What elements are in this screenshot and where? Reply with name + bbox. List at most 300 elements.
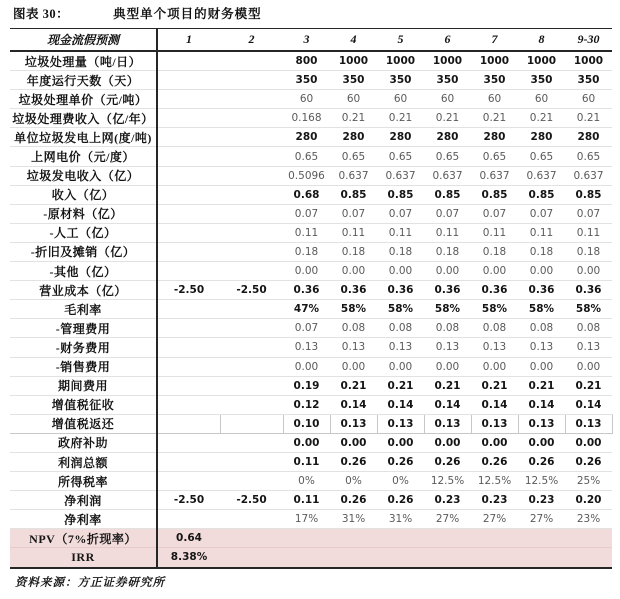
table-cell: 0.11 bbox=[283, 223, 330, 242]
table-cell bbox=[565, 529, 612, 548]
table-cell bbox=[157, 185, 220, 204]
table-row bbox=[10, 319, 612, 338]
table-cell bbox=[565, 548, 612, 568]
table-cell: 0.65 bbox=[330, 147, 377, 166]
table-cell: 0.11 bbox=[471, 223, 518, 242]
table-cell: 0.13 bbox=[283, 338, 330, 357]
table-cell: 0.637 bbox=[377, 166, 424, 185]
table-cell bbox=[377, 548, 424, 568]
table-cell: 0.13 bbox=[330, 414, 377, 433]
table-cell: 0.18 bbox=[565, 242, 612, 261]
column-header: 2 bbox=[220, 29, 283, 52]
table-cell bbox=[157, 300, 220, 319]
table-cell: 0.168 bbox=[283, 109, 330, 128]
table-cell: 0.21 bbox=[424, 109, 471, 128]
table-cell: 0% bbox=[377, 472, 424, 491]
table-cell bbox=[220, 262, 283, 281]
table-cell: 0.65 bbox=[471, 147, 518, 166]
table-cell bbox=[220, 51, 283, 71]
table-cell: 0.13 bbox=[424, 338, 471, 357]
row-label: 增值税返还 bbox=[10, 414, 157, 433]
table-cell: 12.5% bbox=[471, 472, 518, 491]
table-cell bbox=[157, 242, 220, 261]
table-cell bbox=[220, 433, 283, 452]
row-label: 毛利率 bbox=[10, 300, 157, 319]
table-cell: 60 bbox=[518, 90, 565, 109]
table-cell: 25% bbox=[565, 472, 612, 491]
table-row bbox=[10, 109, 612, 128]
table-cell: 60 bbox=[377, 90, 424, 109]
table-cell: 0.26 bbox=[377, 491, 424, 510]
table-cell: 0.85 bbox=[330, 185, 377, 204]
table-cell bbox=[220, 147, 283, 166]
table-cell bbox=[157, 147, 220, 166]
table-cell bbox=[330, 529, 377, 548]
row-label: 所得税率 bbox=[10, 472, 157, 491]
row-label: 上网电价（元/度） bbox=[10, 147, 157, 166]
row-label: 净利润 bbox=[10, 491, 157, 510]
table-cell: 0.07 bbox=[518, 204, 565, 223]
table-cell: 0.11 bbox=[518, 223, 565, 242]
table-cell: 0.85 bbox=[518, 185, 565, 204]
table-row bbox=[10, 510, 612, 529]
figure-number: 图表 30： bbox=[13, 7, 70, 21]
row-label: 垃圾处理量（吨/日） bbox=[10, 51, 157, 71]
table-cell: 0.18 bbox=[471, 242, 518, 261]
table-cell: 350 bbox=[424, 71, 471, 90]
table-cell: 0.11 bbox=[283, 452, 330, 471]
table-row bbox=[10, 147, 612, 166]
table-row bbox=[10, 51, 612, 71]
table-cell: 0.637 bbox=[330, 166, 377, 185]
row-label: 期间费用 bbox=[10, 376, 157, 395]
table-cell: 800 bbox=[283, 51, 330, 71]
table-cell bbox=[220, 510, 283, 529]
column-header: 7 bbox=[471, 29, 518, 52]
table-cell: 0.13 bbox=[565, 414, 612, 433]
table-cell: 0.14 bbox=[471, 395, 518, 414]
table-cell: 0.65 bbox=[377, 147, 424, 166]
table-cell: 1000 bbox=[565, 51, 612, 71]
table-cell bbox=[283, 529, 330, 548]
row-label: 垃圾处理费收入（亿/年） bbox=[10, 109, 157, 128]
table-cell: 0.14 bbox=[377, 395, 424, 414]
table-cell: 0.5096 bbox=[283, 166, 330, 185]
table-cell: 58% bbox=[377, 300, 424, 319]
table-cell: 31% bbox=[377, 510, 424, 529]
column-header: 1 bbox=[157, 29, 220, 52]
table-cell: 0.00 bbox=[330, 433, 377, 452]
table-cell: 0.00 bbox=[283, 357, 330, 376]
table-cell: 0.11 bbox=[424, 223, 471, 242]
table-cell: 0.08 bbox=[471, 319, 518, 338]
table-cell: 0.00 bbox=[518, 357, 565, 376]
table-cell: 0.00 bbox=[471, 433, 518, 452]
table-row bbox=[10, 223, 612, 242]
table-cell bbox=[220, 166, 283, 185]
table-cell: 0.36 bbox=[377, 281, 424, 300]
table-row bbox=[10, 128, 612, 147]
column-header: 8 bbox=[518, 29, 565, 52]
table-cell bbox=[330, 548, 377, 568]
table-cell: 0.00 bbox=[518, 262, 565, 281]
table-cell: 0.00 bbox=[424, 262, 471, 281]
table-cell: 0.85 bbox=[565, 185, 612, 204]
table-cell: 0.00 bbox=[283, 433, 330, 452]
table-cell: 12.5% bbox=[424, 472, 471, 491]
table-cell: 0.21 bbox=[377, 376, 424, 395]
table-cell bbox=[220, 338, 283, 357]
table-row bbox=[10, 548, 612, 568]
row-label: -折旧及摊销（亿） bbox=[10, 242, 157, 261]
table-cell bbox=[220, 529, 283, 548]
table-cell: 0.00 bbox=[471, 262, 518, 281]
table-row bbox=[10, 357, 612, 376]
table-cell: 0.36 bbox=[518, 281, 565, 300]
row-label: -原材料（亿） bbox=[10, 204, 157, 223]
table-cell bbox=[220, 128, 283, 147]
table-cell bbox=[518, 548, 565, 568]
table-cell: 0.21 bbox=[565, 376, 612, 395]
table-cell: 0.637 bbox=[565, 166, 612, 185]
table-cell: 1000 bbox=[377, 51, 424, 71]
table-cell bbox=[157, 510, 220, 529]
table-cell: 0.08 bbox=[377, 319, 424, 338]
table-cell: 0.00 bbox=[565, 262, 612, 281]
table-cell bbox=[471, 529, 518, 548]
table-cell: 0.13 bbox=[518, 414, 565, 433]
table-cell: 0.85 bbox=[424, 185, 471, 204]
table-cell bbox=[220, 300, 283, 319]
table-cell: 0.23 bbox=[424, 491, 471, 510]
table-cell: 60 bbox=[471, 90, 518, 109]
table-cell: 0.00 bbox=[330, 262, 377, 281]
column-header: 4 bbox=[330, 29, 377, 52]
table-cell: 27% bbox=[424, 510, 471, 529]
table-cell: 0.07 bbox=[424, 204, 471, 223]
row-label: 垃圾发电收入（亿） bbox=[10, 166, 157, 185]
table-cell: 0.07 bbox=[283, 204, 330, 223]
table-cell: 27% bbox=[471, 510, 518, 529]
table-cell bbox=[220, 204, 283, 223]
table-cell: 0.00 bbox=[377, 433, 424, 452]
column-header: 9-30 bbox=[565, 29, 612, 52]
table-cell: 0.26 bbox=[518, 452, 565, 471]
table-header bbox=[10, 29, 612, 52]
table-cell: 0.68 bbox=[283, 185, 330, 204]
table-cell bbox=[157, 357, 220, 376]
table-cell bbox=[220, 376, 283, 395]
table-cell: 58% bbox=[330, 300, 377, 319]
table-cell bbox=[220, 90, 283, 109]
table-cell: 0.07 bbox=[330, 204, 377, 223]
row-label: -财务费用 bbox=[10, 338, 157, 357]
row-label: -管理费用 bbox=[10, 319, 157, 338]
table-cell: 23% bbox=[565, 510, 612, 529]
table-cell: 0.00 bbox=[565, 433, 612, 452]
table-row bbox=[10, 452, 612, 471]
table-cell: 0.14 bbox=[424, 395, 471, 414]
table-cell: 1000 bbox=[471, 51, 518, 71]
table-cell: 0.13 bbox=[377, 338, 424, 357]
table-cell: 0.26 bbox=[471, 452, 518, 471]
column-header: 6 bbox=[424, 29, 471, 52]
table-cell: 280 bbox=[377, 128, 424, 147]
table-cell: 0.65 bbox=[518, 147, 565, 166]
table-cell: 0.00 bbox=[424, 433, 471, 452]
table-cell: 0.13 bbox=[424, 414, 471, 433]
table-cell: 0.21 bbox=[471, 109, 518, 128]
table-cell: 0.13 bbox=[471, 414, 518, 433]
table-cell: 0.13 bbox=[565, 338, 612, 357]
table-cell: 0.00 bbox=[518, 433, 565, 452]
table-cell: 60 bbox=[283, 90, 330, 109]
table-cell: 0.14 bbox=[565, 395, 612, 414]
table-cell: 0.21 bbox=[565, 109, 612, 128]
table-cell: 0.07 bbox=[471, 204, 518, 223]
table-cell: 0.21 bbox=[518, 376, 565, 395]
table-cell: 0.08 bbox=[424, 319, 471, 338]
table-cell: 31% bbox=[330, 510, 377, 529]
table-cell: 0.26 bbox=[330, 452, 377, 471]
table-cell bbox=[157, 262, 220, 281]
table-row bbox=[10, 204, 612, 223]
table-cell: 0.36 bbox=[330, 281, 377, 300]
table-cell: -2.50 bbox=[157, 281, 220, 300]
table-cell: 0.18 bbox=[424, 242, 471, 261]
table-cell: 12.5% bbox=[518, 472, 565, 491]
table-cell: 1000 bbox=[518, 51, 565, 71]
table-cell bbox=[157, 452, 220, 471]
table-cell bbox=[220, 395, 283, 414]
table-cell bbox=[157, 414, 220, 433]
table-cell: 0.00 bbox=[283, 262, 330, 281]
table-cell: 0.07 bbox=[565, 204, 612, 223]
table-cell: 0.18 bbox=[377, 242, 424, 261]
table-row bbox=[10, 395, 612, 414]
table-cell: -2.50 bbox=[220, 281, 283, 300]
table-cell: 0.21 bbox=[424, 376, 471, 395]
table-cell: 280 bbox=[471, 128, 518, 147]
table-cell: 0.08 bbox=[518, 319, 565, 338]
table-row bbox=[10, 71, 612, 90]
table-cell: 0.10 bbox=[283, 414, 330, 433]
table-cell: 0.21 bbox=[377, 109, 424, 128]
row-label: NPV（7%折现率） bbox=[10, 529, 157, 548]
table-cell: 1000 bbox=[330, 51, 377, 71]
table-cell bbox=[157, 338, 220, 357]
table-cell: 280 bbox=[518, 128, 565, 147]
row-label: 政府补助 bbox=[10, 433, 157, 452]
table-row bbox=[10, 300, 612, 319]
table-cell: 0.26 bbox=[424, 452, 471, 471]
row-label: 垃圾处理单价（元/吨） bbox=[10, 90, 157, 109]
table-cell: 350 bbox=[330, 71, 377, 90]
table-cell bbox=[220, 71, 283, 90]
row-label: 净利率 bbox=[10, 510, 157, 529]
table-cell: 17% bbox=[283, 510, 330, 529]
row-label: 收入（亿） bbox=[10, 185, 157, 204]
table-cell: 0.08 bbox=[565, 319, 612, 338]
table-cell: 0.65 bbox=[565, 147, 612, 166]
table-cell bbox=[220, 319, 283, 338]
table-row bbox=[10, 472, 612, 491]
table-cell: 0.00 bbox=[377, 357, 424, 376]
table-row bbox=[10, 262, 612, 281]
table-cell: 0.637 bbox=[518, 166, 565, 185]
table-cell: 0.00 bbox=[565, 357, 612, 376]
table-cell: 60 bbox=[330, 90, 377, 109]
table-cell: 350 bbox=[518, 71, 565, 90]
table-cell: 47% bbox=[283, 300, 330, 319]
table-cell: 350 bbox=[565, 71, 612, 90]
table-cell bbox=[157, 223, 220, 242]
table-cell: 0.07 bbox=[377, 204, 424, 223]
table-cell bbox=[157, 166, 220, 185]
table-cell: 0.14 bbox=[518, 395, 565, 414]
table-cell: 0.11 bbox=[377, 223, 424, 242]
header-row bbox=[10, 29, 612, 52]
table-cell: 0.13 bbox=[377, 414, 424, 433]
table-cell: -2.50 bbox=[157, 491, 220, 510]
table-cell bbox=[157, 376, 220, 395]
table-cell: 0.00 bbox=[330, 357, 377, 376]
table-cell: 0.20 bbox=[565, 491, 612, 510]
table-cell bbox=[518, 529, 565, 548]
table-cell: 58% bbox=[565, 300, 612, 319]
table-cell: 58% bbox=[471, 300, 518, 319]
table-cell: 280 bbox=[565, 128, 612, 147]
table-cell bbox=[220, 242, 283, 261]
table-cell: 0.23 bbox=[518, 491, 565, 510]
table-cell: 1000 bbox=[424, 51, 471, 71]
figure-caption: 典型单个项目的财务模型 bbox=[113, 7, 262, 21]
table-cell: 0.21 bbox=[330, 109, 377, 128]
table-cell bbox=[157, 71, 220, 90]
table-cell: 0% bbox=[330, 472, 377, 491]
table-cell bbox=[157, 319, 220, 338]
table-cell bbox=[220, 185, 283, 204]
table-cell: 0.00 bbox=[377, 262, 424, 281]
table-cell bbox=[283, 548, 330, 568]
table-cell: 0.18 bbox=[518, 242, 565, 261]
table-cell: 0.85 bbox=[377, 185, 424, 204]
financial-model-table bbox=[10, 28, 613, 569]
table-cell: 0.21 bbox=[471, 376, 518, 395]
table-cell: 0.637 bbox=[471, 166, 518, 185]
table-cell: 0.26 bbox=[377, 452, 424, 471]
table-cell: 0.19 bbox=[283, 376, 330, 395]
table-cell bbox=[220, 223, 283, 242]
table-cell: 0.08 bbox=[330, 319, 377, 338]
table-cell: 350 bbox=[283, 71, 330, 90]
table-cell bbox=[157, 395, 220, 414]
table-row bbox=[10, 376, 612, 395]
table-cell: 0.36 bbox=[283, 281, 330, 300]
row-label: 年度运行天数（天） bbox=[10, 71, 157, 90]
table-cell: 350 bbox=[377, 71, 424, 90]
table-cell: -2.50 bbox=[220, 491, 283, 510]
table-cell: 0.00 bbox=[471, 357, 518, 376]
table-cell: 60 bbox=[424, 90, 471, 109]
table-cell bbox=[157, 204, 220, 223]
row-label: 利润总额 bbox=[10, 452, 157, 471]
header-label-cell: 现金流假预测 bbox=[10, 29, 157, 52]
table-row bbox=[10, 338, 612, 357]
table-cell bbox=[220, 414, 283, 433]
table-row bbox=[10, 242, 612, 261]
table-cell: 0.14 bbox=[330, 395, 377, 414]
table-row bbox=[10, 185, 612, 204]
table-cell: 0.18 bbox=[330, 242, 377, 261]
table-cell: 0.85 bbox=[471, 185, 518, 204]
table-row bbox=[10, 491, 612, 510]
table-cell bbox=[220, 109, 283, 128]
table-cell: 60 bbox=[565, 90, 612, 109]
table-cell bbox=[424, 529, 471, 548]
table-cell: 0.21 bbox=[330, 376, 377, 395]
table-cell: 0.26 bbox=[330, 491, 377, 510]
table-cell: 58% bbox=[424, 300, 471, 319]
row-label: 营业成本（亿） bbox=[10, 281, 157, 300]
table-cell: 280 bbox=[283, 128, 330, 147]
table-cell: 0.23 bbox=[471, 491, 518, 510]
row-label: -销售费用 bbox=[10, 357, 157, 376]
column-header: 5 bbox=[377, 29, 424, 52]
table-cell: 0% bbox=[283, 472, 330, 491]
table-cell: 350 bbox=[471, 71, 518, 90]
table-row bbox=[10, 166, 612, 185]
table-cell: 0.36 bbox=[471, 281, 518, 300]
table-cell bbox=[157, 51, 220, 71]
table-cell bbox=[220, 452, 283, 471]
table-cell: 0.00 bbox=[424, 357, 471, 376]
table-row bbox=[10, 90, 612, 109]
table-cell: 0.65 bbox=[283, 147, 330, 166]
table-cell: 280 bbox=[330, 128, 377, 147]
row-label: 单位垃圾发电上网(度/吨) bbox=[10, 128, 157, 147]
table-cell bbox=[157, 109, 220, 128]
table-cell: 0.65 bbox=[424, 147, 471, 166]
table-cell: 0.21 bbox=[518, 109, 565, 128]
table-cell: 0.18 bbox=[283, 242, 330, 261]
table-cell: 0.13 bbox=[330, 338, 377, 357]
table-cell: 0.64 bbox=[157, 529, 220, 548]
table-cell bbox=[157, 128, 220, 147]
row-label: -人工（亿） bbox=[10, 223, 157, 242]
row-label: IRR bbox=[10, 548, 157, 568]
table-cell bbox=[220, 548, 283, 568]
figure-title bbox=[0, 0, 620, 28]
table-cell: 0.13 bbox=[471, 338, 518, 357]
table-row bbox=[10, 281, 612, 300]
table-cell: 0.11 bbox=[283, 491, 330, 510]
table-row bbox=[10, 414, 612, 433]
table-cell: 0.13 bbox=[518, 338, 565, 357]
table-cell bbox=[424, 548, 471, 568]
column-header: 3 bbox=[283, 29, 330, 52]
table-body bbox=[10, 51, 612, 568]
table-cell: 0.637 bbox=[424, 166, 471, 185]
table-cell: 8.38% bbox=[157, 548, 220, 568]
row-label: -其他（亿） bbox=[10, 262, 157, 281]
source-note: 资料来源：方正证券研究所 bbox=[15, 576, 165, 589]
table-cell: 58% bbox=[518, 300, 565, 319]
table-row bbox=[10, 529, 612, 548]
table-cell bbox=[471, 548, 518, 568]
row-label: 增值税征收 bbox=[10, 395, 157, 414]
table-cell: 0.11 bbox=[330, 223, 377, 242]
